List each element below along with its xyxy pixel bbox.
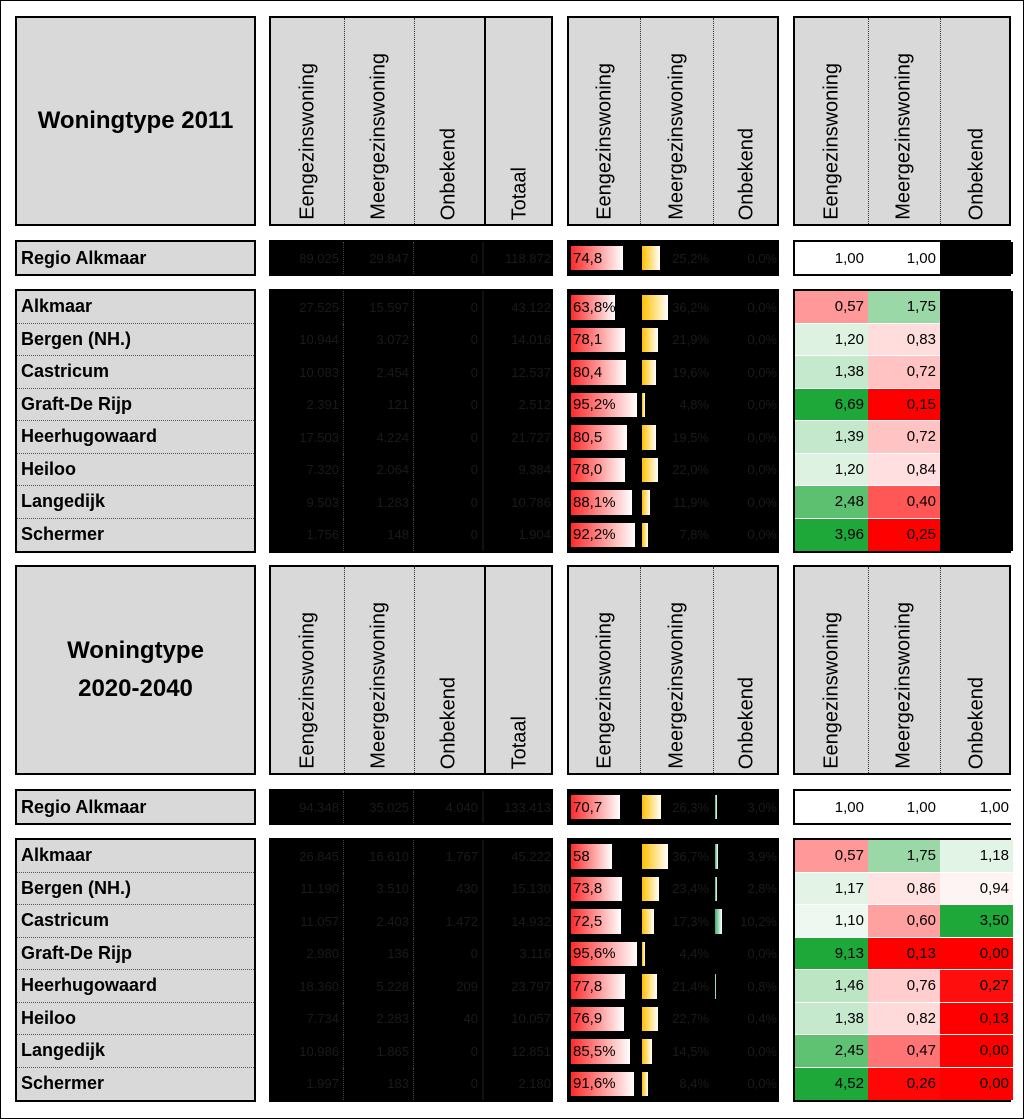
count-cell: 94.348 xyxy=(271,791,344,823)
municipality-name: Schermer xyxy=(21,524,105,545)
municipality-index-box xyxy=(793,289,1011,553)
percent-value: 0,0% xyxy=(747,494,777,510)
percent-header xyxy=(567,16,779,226)
index-cell: 1,00 xyxy=(940,791,1013,823)
count-cell: 0 xyxy=(414,486,484,519)
percent-value: 58 xyxy=(573,847,590,865)
percent-value: 76,9 xyxy=(573,1010,603,1028)
index-cell: 0,13 xyxy=(868,938,940,971)
region-counts-box xyxy=(269,240,553,276)
index-cell xyxy=(940,454,1013,487)
count-cell: 0 xyxy=(414,1068,484,1101)
index-header-label: Onbekend xyxy=(965,127,987,220)
index-header-col xyxy=(868,18,941,224)
count-cell: 27.525 xyxy=(271,291,344,324)
counts-header-label: Meergezinswoning xyxy=(367,53,390,220)
count-cell: 1.904 xyxy=(518,527,551,543)
index-cell: 0,83 xyxy=(868,324,940,357)
count-cell: 0 xyxy=(414,938,484,971)
percent-value: 78,1 xyxy=(573,331,603,349)
municipality-name: Castricum xyxy=(17,905,254,938)
count-cell: 9.384 xyxy=(518,462,551,478)
municipality-counts-box xyxy=(269,289,553,553)
count-cell: 40 xyxy=(414,1003,484,1036)
municipality-name: Langedijk xyxy=(17,486,254,519)
count-cell: 1.767 xyxy=(414,840,484,873)
count-cell: 1.472 xyxy=(414,905,484,938)
index-cell: 0,82 xyxy=(868,1003,940,1036)
percent-value: 85,5% xyxy=(573,1042,616,1060)
index-cell xyxy=(940,486,1013,519)
index-cell: 1,10 xyxy=(795,905,868,938)
percent-value: 70,7 xyxy=(573,798,603,816)
percent-value: 4,4% xyxy=(679,946,709,962)
count-cell: 14.016 xyxy=(511,332,551,348)
index-header-label: Eengezinswoning xyxy=(820,63,842,220)
count-cell: 45.222 xyxy=(511,848,551,864)
index-cell: 0,00 xyxy=(940,1035,1013,1068)
percent-value: 0,0% xyxy=(747,364,777,380)
percent-value: 77,8 xyxy=(573,977,603,995)
section-title-box xyxy=(15,16,256,226)
count-cell: 133.413 xyxy=(504,799,551,815)
percent-value: 17,3% xyxy=(672,913,709,929)
count-cell: 2.512 xyxy=(518,397,551,413)
index-cell: 0,15 xyxy=(868,389,940,422)
municipality-name: Heiloo xyxy=(17,1003,254,1036)
index-cell: 2,48 xyxy=(795,486,868,519)
percent-value: 95,2% xyxy=(573,396,616,414)
index-cell: 4,52 xyxy=(795,1068,868,1101)
index-header-col xyxy=(795,567,869,773)
count-cell: 0 xyxy=(414,356,484,389)
percent-header-label: Onbekend xyxy=(735,127,758,220)
section-title: Woningtype 2020-2040 xyxy=(67,637,204,702)
index-cell: 0,86 xyxy=(868,873,940,906)
percent-value: 0,0% xyxy=(747,429,777,445)
index-header-col xyxy=(868,567,941,773)
index-cell: 0,40 xyxy=(868,486,940,519)
percent-header-col xyxy=(569,567,641,773)
index-cell xyxy=(940,242,1013,274)
index-cell: 0,72 xyxy=(868,421,940,454)
municipality-counts-box xyxy=(269,838,553,1102)
index-cell xyxy=(940,324,1013,357)
index-cell xyxy=(940,421,1013,454)
index-cell: 0,26 xyxy=(868,1068,940,1101)
municipality-name: Alkmaar xyxy=(17,840,254,873)
index-cell: 1,00 xyxy=(795,242,868,274)
region-percent-box xyxy=(567,240,779,276)
counts-header-col xyxy=(414,567,486,773)
count-cell: 43.122 xyxy=(511,299,551,315)
count-cell: 26.845 xyxy=(271,840,344,873)
count-cell: 0 xyxy=(414,1035,484,1068)
index-header-label: Onbekend xyxy=(965,676,987,769)
percent-value: 14,5% xyxy=(672,1043,709,1059)
percent-value: 0,0% xyxy=(747,332,777,348)
percent-value: 19,5% xyxy=(672,429,709,445)
index-cell: 1,38 xyxy=(795,356,868,389)
count-cell: 10.786 xyxy=(511,494,551,510)
region-percent-box xyxy=(567,789,779,825)
region-counts-box xyxy=(269,789,553,825)
index-header-col xyxy=(795,18,869,224)
percent-value: 3,0% xyxy=(747,799,777,815)
region-name: Regio Alkmaar xyxy=(21,247,147,268)
count-cell: 136 xyxy=(344,938,414,971)
count-cell: 209 xyxy=(414,970,484,1003)
count-cell: 15.130 xyxy=(511,881,551,897)
counts-header-label: Eengezinswoning xyxy=(296,612,318,769)
count-cell: 183 xyxy=(344,1068,414,1101)
counts-header-label: Eengezinswoning xyxy=(296,63,318,220)
count-cell: 7.734 xyxy=(271,1003,344,1036)
section-title: Woningtype 2011 xyxy=(37,107,234,134)
counts-header-label: Totaal xyxy=(508,715,530,769)
region-name-box xyxy=(15,789,256,825)
percent-value: 0,0% xyxy=(747,299,777,315)
count-cell: 10.944 xyxy=(271,324,344,357)
index-cell xyxy=(940,291,1013,324)
count-cell: 1.865 xyxy=(344,1035,414,1068)
count-cell: 0 xyxy=(414,389,484,422)
percent-value: 72,5 xyxy=(573,912,603,930)
percent-header-label: Eengezinswoning xyxy=(593,612,615,769)
index-cell: 1,20 xyxy=(795,324,868,357)
percent-header-col xyxy=(640,567,714,773)
index-cell: 2,45 xyxy=(795,1035,868,1068)
municipality-name: Heerhugowaard xyxy=(17,421,254,454)
count-cell: 0 xyxy=(414,242,484,274)
index-cell xyxy=(940,356,1013,389)
index-cell: 0,47 xyxy=(868,1035,940,1068)
count-cell: 2.403 xyxy=(344,905,414,938)
percent-header-col xyxy=(713,567,781,773)
percent-value: 2,8% xyxy=(747,881,777,897)
region-name-box xyxy=(15,240,256,276)
count-cell: 10.057 xyxy=(511,1011,551,1027)
counts-header-label: Meergezinswoning xyxy=(367,602,390,769)
count-cell: 9.503 xyxy=(271,486,344,519)
index-cell: 0,60 xyxy=(868,905,940,938)
counts-header-col xyxy=(414,18,486,224)
count-cell: 1.997 xyxy=(271,1068,344,1101)
index-cell: 0,57 xyxy=(795,840,868,873)
count-cell: 11.190 xyxy=(271,873,344,906)
percent-value: 3,9% xyxy=(747,848,777,864)
counts-header xyxy=(269,16,553,226)
percent-value: 88,1% xyxy=(573,493,616,511)
count-cell: 12.851 xyxy=(511,1043,551,1059)
index-cell: 1,20 xyxy=(795,454,868,487)
count-cell: 2.283 xyxy=(344,1003,414,1036)
index-cell: 1,75 xyxy=(868,840,940,873)
municipality-name: Bergen (NH.) xyxy=(17,873,254,906)
count-cell: 2.980 xyxy=(271,938,344,971)
counts-header-col xyxy=(344,18,415,224)
count-cell: 10.083 xyxy=(271,356,344,389)
count-cell: 15.597 xyxy=(344,291,414,324)
percent-value: 0,0% xyxy=(747,1076,777,1092)
count-cell: 148 xyxy=(344,519,414,552)
region-index-box xyxy=(793,240,1011,276)
index-header-col xyxy=(940,567,1013,773)
percent-value: 0,0% xyxy=(747,527,777,543)
count-cell: 2.180 xyxy=(518,1076,551,1092)
index-header xyxy=(793,16,1011,226)
municipality-name: Graft-De Rijp xyxy=(17,938,254,971)
percent-header-label: Meergezinswoning xyxy=(665,602,687,769)
count-cell: 430 xyxy=(414,873,484,906)
count-cell: 2.391 xyxy=(271,389,344,422)
index-cell: 1,38 xyxy=(795,1003,868,1036)
percent-header-col xyxy=(640,18,714,224)
count-cell: 5.228 xyxy=(344,970,414,1003)
count-cell: 1.756 xyxy=(271,519,344,552)
count-cell: 21.727 xyxy=(511,429,551,445)
percent-header-label: Meergezinswoning xyxy=(665,53,687,220)
municipality-name: Heerhugowaard xyxy=(17,970,254,1003)
count-cell: 0 xyxy=(414,519,484,552)
index-cell: 1,00 xyxy=(795,791,868,823)
index-cell: 9,13 xyxy=(795,938,868,971)
count-cell: 23.797 xyxy=(511,978,551,994)
percent-value: 63,8% xyxy=(573,298,616,316)
count-cell: 14.932 xyxy=(511,913,551,929)
count-cell: 121 xyxy=(344,389,414,422)
index-cell: 6,69 xyxy=(795,389,868,422)
percent-value: 0,0% xyxy=(747,1043,777,1059)
count-cell: 7.320 xyxy=(271,454,344,487)
percent-value: 0,4% xyxy=(747,1011,777,1027)
index-cell: 0,00 xyxy=(940,938,1013,971)
count-cell: 2.064 xyxy=(344,454,414,487)
index-header xyxy=(793,565,1011,775)
index-cell: 1,75 xyxy=(868,291,940,324)
counts-header xyxy=(269,565,553,775)
percent-value: 74,8 xyxy=(573,249,603,267)
index-cell xyxy=(940,389,1013,422)
municipality-name: Castricum xyxy=(17,356,254,389)
percent-header xyxy=(567,565,779,775)
count-cell: 10.986 xyxy=(271,1035,344,1068)
percent-value: 19,6% xyxy=(672,364,709,380)
index-cell: 1,00 xyxy=(868,791,940,823)
count-cell: 3.072 xyxy=(344,324,414,357)
index-cell: 1,18 xyxy=(940,840,1013,873)
index-cell: 1,46 xyxy=(795,970,868,1003)
count-cell: 3.116 xyxy=(519,946,551,962)
percent-value: 25,2% xyxy=(672,250,709,266)
counts-header-label: Totaal xyxy=(508,166,530,220)
percent-value: 0,8% xyxy=(747,978,777,994)
count-cell: 12.537 xyxy=(511,364,551,380)
count-cell: 3.510 xyxy=(344,873,414,906)
count-cell: 11.057 xyxy=(271,905,344,938)
count-cell: 18.360 xyxy=(271,970,344,1003)
index-header-label: Eengezinswoning xyxy=(820,612,842,769)
index-cell: 0,00 xyxy=(940,1068,1013,1101)
count-cell: 35.025 xyxy=(344,791,414,823)
municipality-name: Schermer xyxy=(21,1073,105,1094)
counts-header-col xyxy=(484,567,555,773)
percent-value: 80,4 xyxy=(573,363,603,381)
municipality-name: Bergen (NH.) xyxy=(17,324,254,357)
municipality-name: Langedijk xyxy=(17,1035,254,1068)
index-cell: 0,13 xyxy=(940,1003,1013,1036)
index-cell: 1,00 xyxy=(868,242,940,274)
index-header-label: Meergezinswoning xyxy=(892,53,915,220)
percent-header-label: Eengezinswoning xyxy=(593,63,615,220)
municipality-name-box xyxy=(15,289,256,553)
counts-header-col xyxy=(271,18,345,224)
percent-value: 21,9% xyxy=(672,332,709,348)
percent-header-col xyxy=(569,18,641,224)
counts-header-label: Onbekend xyxy=(437,676,460,769)
municipality-name: Alkmaar xyxy=(17,291,254,324)
percent-value: 91,6% xyxy=(573,1075,616,1093)
count-cell: 89.025 xyxy=(271,242,344,274)
count-cell: 1.283 xyxy=(344,486,414,519)
municipality-index-box xyxy=(793,838,1011,1102)
section-title-box xyxy=(15,565,256,775)
percent-value: 80,5 xyxy=(573,428,603,446)
municipality-name-box xyxy=(15,838,256,1102)
count-cell: 0 xyxy=(414,421,484,454)
percent-value: 22,0% xyxy=(672,462,709,478)
percent-value: 10,2% xyxy=(740,913,777,929)
region-index-box xyxy=(793,789,1011,825)
percent-value: 0,0% xyxy=(747,462,777,478)
count-cell: 0 xyxy=(414,291,484,324)
index-cell: 3,96 xyxy=(795,519,868,552)
count-cell: 118.872 xyxy=(504,250,551,266)
percent-value: 36,7% xyxy=(672,848,709,864)
region-name: Regio Alkmaar xyxy=(21,796,147,817)
municipality-name: Heiloo xyxy=(17,454,254,487)
index-cell: 0,25 xyxy=(868,519,940,552)
percent-value: 36,2% xyxy=(672,299,709,315)
percent-value: 95,6% xyxy=(573,945,616,963)
municipality-percent-box xyxy=(567,838,779,1102)
index-header-label: Meergezinswoning xyxy=(892,602,915,769)
percent-value: 0,0% xyxy=(747,946,777,962)
index-cell xyxy=(940,519,1013,552)
index-header-col xyxy=(940,18,1013,224)
index-cell: 0,27 xyxy=(940,970,1013,1003)
municipality-percent-box xyxy=(567,289,779,553)
index-cell: 3,50 xyxy=(940,905,1013,938)
count-cell: 29.847 xyxy=(344,242,414,274)
count-cell: 17.503 xyxy=(271,421,344,454)
percent-value: 0,0% xyxy=(747,250,777,266)
index-cell: 1,17 xyxy=(795,873,868,906)
counts-header-label: Onbekend xyxy=(437,127,460,220)
index-cell: 1,39 xyxy=(795,421,868,454)
counts-header-col xyxy=(344,567,415,773)
counts-header-col xyxy=(484,18,555,224)
percent-value: 21,4% xyxy=(672,978,709,994)
count-cell: 16.610 xyxy=(344,840,414,873)
index-cell: 0,57 xyxy=(795,291,868,324)
percent-value: 8,4% xyxy=(679,1076,709,1092)
counts-header-col xyxy=(271,567,345,773)
count-cell: 0 xyxy=(414,454,484,487)
municipality-name: Graft-De Rijp xyxy=(17,389,254,422)
count-cell: 2.454 xyxy=(344,356,414,389)
percent-value: 92,2% xyxy=(573,526,616,544)
index-cell: 0,94 xyxy=(940,873,1013,906)
percent-value: 11,9% xyxy=(673,494,709,510)
index-cell: 0,72 xyxy=(868,356,940,389)
percent-value: 73,8 xyxy=(573,880,603,898)
index-cell: 0,84 xyxy=(868,454,940,487)
percent-value: 7,8% xyxy=(679,527,709,543)
count-cell: 4.040 xyxy=(414,791,484,823)
percent-value: 26,3% xyxy=(672,799,709,815)
index-cell: 0,76 xyxy=(868,970,940,1003)
percent-header-col xyxy=(713,18,781,224)
percent-value: 4,8% xyxy=(679,397,709,413)
count-cell: 0 xyxy=(414,324,484,357)
percent-value: 78,0 xyxy=(573,461,603,479)
percent-header-label: Onbekend xyxy=(735,676,758,769)
percent-value: 0,0% xyxy=(747,397,777,413)
percent-value: 23,4% xyxy=(672,881,709,897)
count-cell: 4.224 xyxy=(344,421,414,454)
percent-value: 22,7% xyxy=(672,1011,709,1027)
